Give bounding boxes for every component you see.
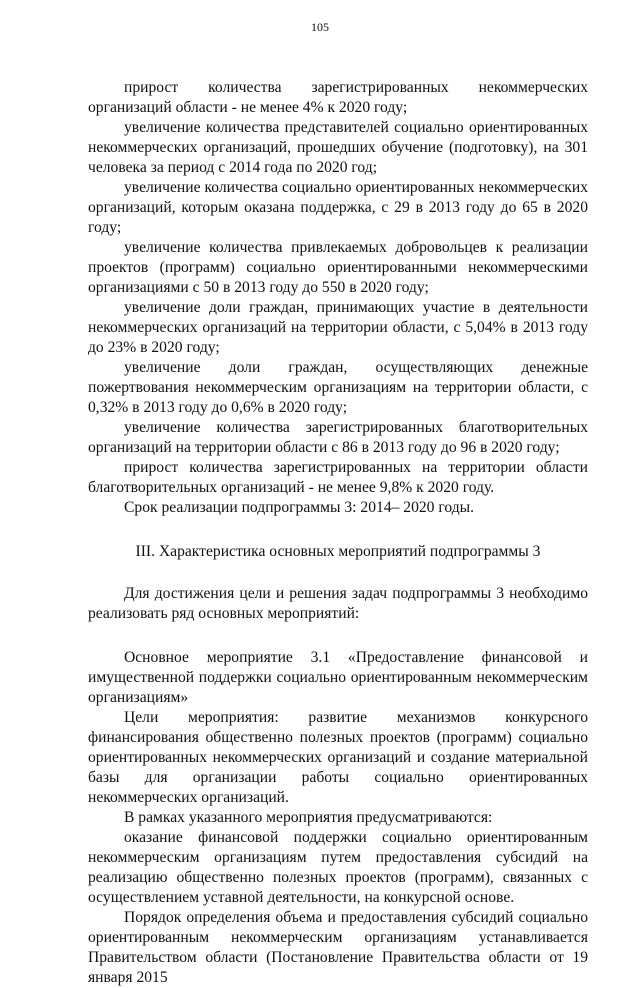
paragraph: увеличение доли граждан, принимающих участие в деятельности некоммерческих организаций на территории области, с 5,04% в 2013 году до 23% в 2020 году; — [88, 299, 588, 356]
page-number: 105 — [311, 20, 329, 34]
paragraph: увеличение количества представителей социально ориентированных некоммерческих организаций, прошедших обучение (подготовку), на 301 человека за период с 2014 года по 2020 год; — [88, 119, 588, 176]
measure-title: Основное мероприятие 3.1 «Предоставление финансовой и имущественной поддержки социально ориентированным некоммерческим организациям» — [88, 649, 588, 706]
paragraph: увеличение количества зарегистрированных благотворительных организаций на территории области с 86 в 2013 году до 96 в 2020 году; — [88, 419, 588, 456]
section-heading: III. Характеристика основных мероприятий подпрограммы 3 — [135, 543, 541, 560]
paragraph: оказание финансовой поддержки социально ориентированным некоммерческим организациям путем предоставления субсидий на реализацию общественно полезных проектов (программ), связанных с осуществлением уставной деятельности, на конкурсной основе. — [88, 829, 588, 906]
document-body — [88, 78, 588, 988]
paragraph: увеличение доли граждан, осуществляющих денежные пожертвования некоммерческим организациям на территории области, с 0,32% в 2013 году до 0,6% в 2020 году; — [88, 359, 588, 416]
paragraph: прирост количества зарегистрированных на территории области благотворительных организаций - не менее 9,8% к 2020 году. — [88, 459, 588, 496]
paragraph: увеличение количества социально ориентированных некоммерческих организаций, которым оказана поддержка, с 29 в 2013 году до 65 в 2020 году; — [88, 179, 588, 236]
paragraph: В рамках указанного мероприятия предусматриваются: — [124, 809, 493, 826]
paragraph: Цели мероприятия: развитие механизмов конкурсного финансирования общественно полезных проектов (программ) социально ориентированных некоммерческих организаций и создание материальной базы для организации работы социально ориентированных некоммерческих организаций. — [88, 709, 588, 806]
paragraph: Срок реализации подпрограммы 3: 2014– 2020 годы. — [124, 499, 475, 516]
paragraph: прирост количества зарегистрированных некоммерческих организаций области - не менее 4% к 2020 году; — [88, 79, 588, 116]
intro-paragraph: Для достижения цели и решения задач подпрограммы 3 необходимо реализовать ряд основных мероприятий: — [88, 585, 588, 622]
paragraph: Порядок определения объема и предоставления субсидий социально ориентированным некоммерческим организациям устанавливается Правительством области (Постановление Правительства области от 19 января 2015 — [88, 909, 588, 986]
paragraph: увеличение количества привлекаемых добровольцев к реализации проектов (программ) социально ориентированными некоммерческими организациями с 50 в 2013 году до 550 в 2020 году; — [88, 239, 588, 296]
